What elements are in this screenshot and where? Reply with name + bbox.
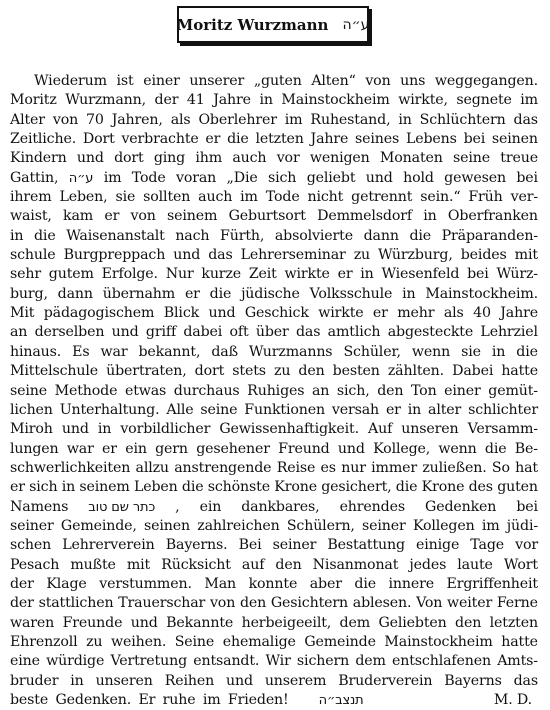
text-line: der Klage verstummen. Man konnte aber die innere Ergriffenheit [10,575,538,592]
text-line: Moritz Wurzmann, der 41 Jahre in Mainstockheim wirkte, segnete im [10,92,538,109]
text-line: schwerlichkeiten allzu anstrengende Reise es nur immer zuließen. So hat [10,459,538,476]
text-line: ihrem Leben, sie sollten auch im Tode nicht getrennt sein.“ Früh ver- [10,189,538,206]
obituary-name: Moritz Wurzmann [176,15,329,34]
text-line: der stattlichen Trauerschar von den Gesichtern ablesen. Von weiter Ferne [10,595,538,612]
hebrew-phrase: כתר שם טוב [88,499,156,515]
text-line: bruder in unseren Reihen und unserem Bruderverein Bayerns das [10,672,538,689]
text-line: Mittelschule übertraten, dort stets zu den besten zählten. Dabei hatte [10,363,538,380]
hebrew-blessing: תנצב״ה [318,693,364,708]
hebrew-honorific: ע״ה [342,16,370,33]
text-line: er sich in seinem Leben die schönste Krone gesichert, die Krone des guten [10,479,538,496]
text-line: Kindern und dort ging ihm auch vor wenigen Monaten seine treue [10,150,538,167]
text-line: Wiederum ist einer unserer „guten Alten“ von uns weggegangen. [34,73,538,89]
closing-text: beste Gedenken. Er ruhe im Frieden! [10,692,289,708]
text-line: seiner Gemeinde, seinen zahlreichen Schülern, seiner Kollegen im jüdi- [10,517,538,534]
text-line: waist, kam er von seinem Geburtsort Demmelsdorf in Oberfranken [10,208,538,225]
author-signature: M. D. [493,692,532,708]
text-line: schen Lehrerverein Bayerns. Bei seiner Bestattung einige Tage vor [10,537,538,554]
text-line: burg, dann übernahm er die jüdische Volksschule in Mainstockheim. [10,285,538,302]
text-line: Mit pädagogischem Blick und Geschick wirkte er mehr als 40 Jahre [10,305,538,322]
text-fragment: Gattin, [10,169,59,186]
text-line: eine würdige Vertretung entsandt. Wir sichern dem entschlafenen Amts- [10,653,538,670]
text-fragment: Namens [10,498,69,515]
text-line: Zeitliche. Dort verbrachte er die letzten Jahre seines Lebens bei seinen [10,131,538,148]
text-line: seine Methode etwas durchaus Ruhiges an sich, den Ton einer gemüt- [10,382,538,399]
text-line: sehr gutem Erfolge. Nur kurze Zeit wirkte er in Wiesenfeld bei Würz- [10,266,538,283]
text-line: hinaus. Es war bekannt, daß Wurzmanns Schüler, wenn sie in die [10,343,538,360]
text-line: lichen Unterhaltung. Alle seine Funktionen versah er in alter schlichter [10,401,538,418]
text-line: waren Freunde und Bekannte herbeigeeilt, dem Geliebten den letzten [10,614,538,631]
text-line: Miroh und in vorbildlicher Gewissenhaftigkeit. Auf unseren Versamm- [10,421,538,438]
text-line: Pesach mußte mit Rücksicht auf den Nisanmonat jedes laute Wort [10,556,538,573]
text-line: Namens כתר שם טוב , ein dankbares, ehrendes Gedenken bei [10,498,538,517]
text-line: Gattin, ע״ה im Tode voran „Die sich geliebt und hold gewesen bei [10,169,538,188]
obituary-text [10,72,538,710]
hebrew-honorific-inline: ע״ה [68,170,94,186]
text-line: Ehrenzoll zu weihen. Seine ehemalige Gemeinde Mainstockheim hatte [10,633,538,650]
text-line: Alter von 70 Jahren, als Oberlehrer im Ruhestand, in Schlüchtern das [10,111,538,128]
text-line: in die Waisenanstalt nach Fürth, absolvierte dann die Präparanden- [10,227,538,244]
text-line: schule Burgpreppach und das Lehrerseminar zu Würzburg, beides mit [10,247,538,264]
text-line: an derselben und griff dabei oft über das amtlich abgesteckte Lehrziel [10,324,538,341]
text-line: lungen war er ein gern gesehener Freund und Kollege, wenn die Be- [10,440,538,457]
title-box [177,6,369,43]
closing-line [10,691,538,710]
